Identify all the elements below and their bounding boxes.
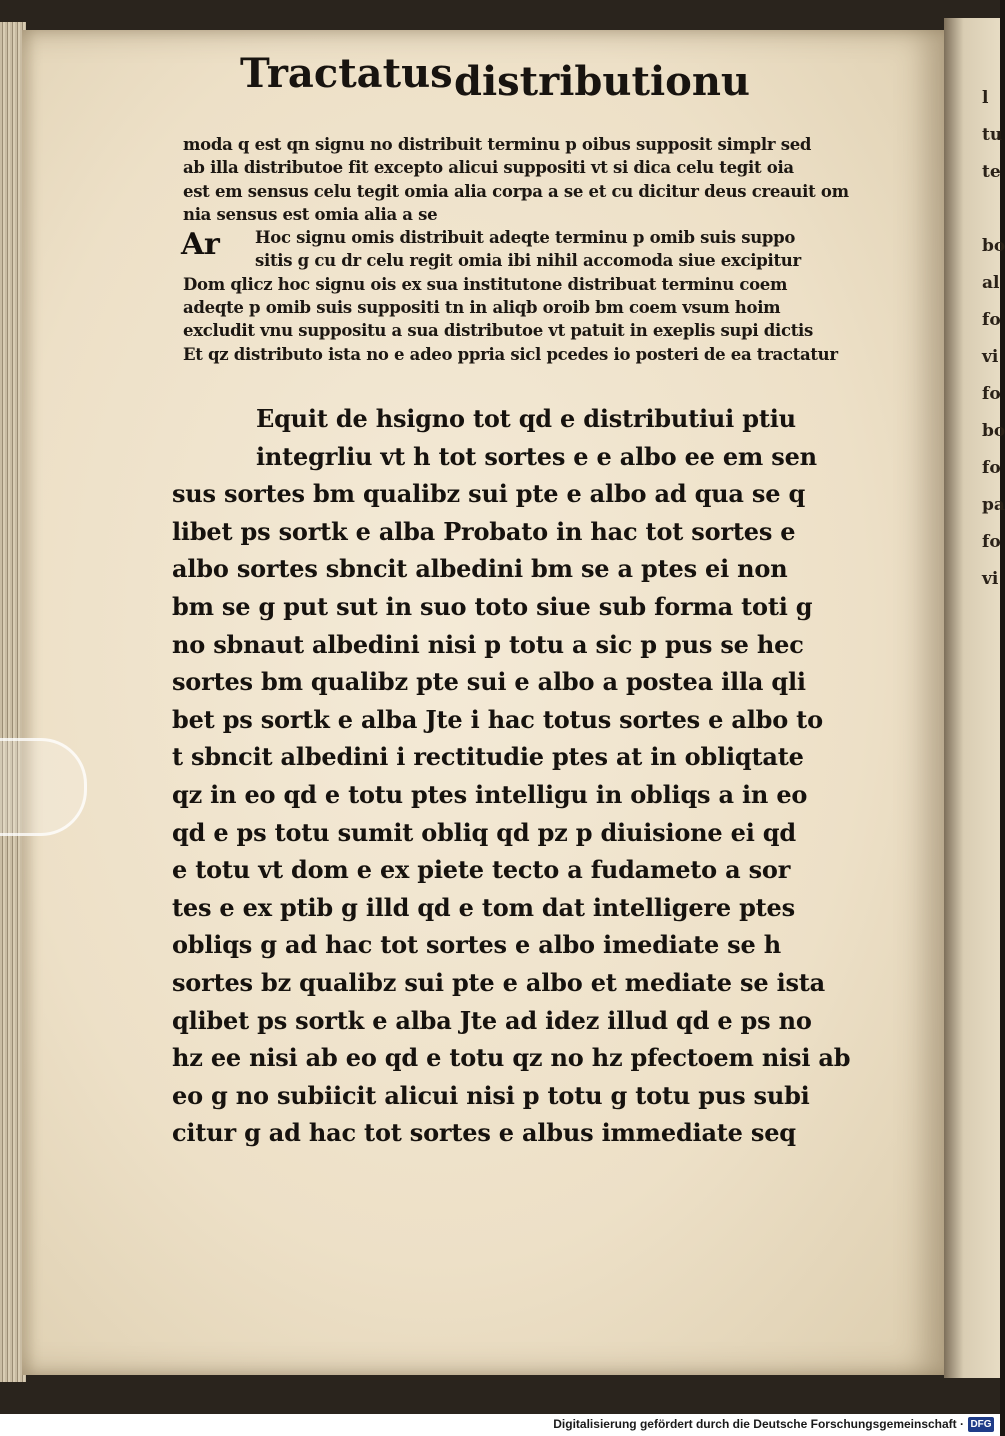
facing-page-glyph: bo	[982, 236, 1005, 256]
facing-page-glyph: vi	[982, 347, 999, 367]
text-line: qd e ps totu sumit obliq qd pz p diuisione ei qd	[172, 817, 796, 847]
text-line: obliqs g ad hac tot sortes e albo imediate se h	[172, 930, 781, 960]
facing-page-glyph: fo	[982, 458, 1001, 478]
text-line: no sbnaut albedini nisi p totu a sic p pus se hec	[172, 629, 804, 659]
header-right: distributionu	[454, 58, 750, 105]
text-line: sus sortes bm qualibz sui pte e albo ad qua se q	[172, 479, 806, 509]
page-clip	[0, 738, 87, 836]
footer-credit: Digitalisierung gefördert durch die Deutsche Forschungsgemeinschaft ·	[553, 1417, 964, 1431]
text-line: Equit de hsigno tot qd e distributiui ptiu	[256, 404, 796, 433]
facing-page-glyph: l	[982, 88, 989, 108]
facing-page-glyph: te	[982, 162, 1001, 182]
facing-page-text	[982, 80, 1005, 598]
ar-paragraph	[181, 226, 838, 366]
facing-page-glyph	[982, 191, 1000, 228]
text-line: hz ee nisi ab eo qd e totu qz no hz pfectoem nisi ab	[172, 1043, 851, 1073]
text-line: sortes bm qualibz pte sui e albo a postea illa qli	[172, 667, 806, 697]
facing-page-glyph: fo	[982, 384, 1001, 404]
text-line: nia sensus est omia alia a se	[183, 204, 438, 224]
text-line: tes e ex ptib g illd qd e tom dat intelligere ptes	[172, 892, 795, 922]
facing-page-glyph: pa	[982, 495, 1005, 515]
facing-page-glyph: bo	[982, 421, 1005, 441]
footer-bar	[0, 1414, 1000, 1436]
running-header	[240, 50, 750, 110]
text-line: albo sortes sbncit albedini bm se a ptes ei non	[172, 554, 788, 584]
ar-initial: Ar	[181, 227, 220, 263]
text-line: qlibet ps sortk e alba Jte ad idez illud qd e ps no	[172, 1005, 812, 1035]
facing-page-glyph: fo	[982, 532, 1001, 552]
header-left: Tractatus	[240, 50, 453, 97]
text-line: t sbncit albedini i rectitudie ptes at in obliqtate	[172, 742, 804, 772]
facing-page-glyph: tu	[982, 125, 1003, 145]
dfg-logo-icon[interactable]: DFG	[968, 1417, 994, 1432]
facing-page-glyph: fo	[982, 310, 1001, 330]
text-line: adeqte p omib suis suppositi tn in aliqb oroib bm coem vsum hoim	[183, 298, 781, 318]
text-line: excludit vnu suppositu a sua distributoe vt patuit in exeplis supi dictis	[183, 321, 814, 341]
facing-page-glyph: vi	[982, 569, 999, 589]
text-line: sortes bz qualibz sui pte e albo et mediate se ista	[172, 967, 826, 997]
text-line: moda q est qn signu no distribuit terminu p oibus supposit simplr sed	[183, 135, 812, 154]
text-line: libet ps sortk e alba Probato in hac tot sortes e	[172, 516, 796, 546]
text-line: eo g no subiicit alicui nisi p totu g totu pus subi	[172, 1080, 810, 1110]
main-text-block	[172, 400, 851, 1152]
text-line: bm se g put sut in suo toto siue sub forma toti g	[172, 591, 813, 621]
commentary-block	[181, 133, 849, 366]
text-line: integrliu vt h tot sortes e e albo ee em sen	[256, 441, 817, 471]
text-line: sitis g cu dr celu regit omia ibi nihil accomoda siue excipitur	[255, 251, 801, 271]
text-line: e totu vt dom e ex piete tecto a fudameto a sor	[172, 855, 791, 885]
text-line: Et qz distributo ista no e adeo ppria sicl pcedes io posteri de ea tractatur	[183, 344, 838, 364]
text-line: citur g ad hac tot sortes e albus immediate seq	[172, 1118, 796, 1148]
text-line: Hoc signu omis distribuit adeqte terminu p omib suis suppo	[255, 228, 796, 248]
text-line: bet ps sortk e alba Jte i hac totus sortes e albo to	[172, 704, 823, 734]
text-line: qz in eo qd e totu ptes intelligu in obliqs a in eo	[172, 779, 808, 809]
facing-page-glyph: al	[982, 273, 1000, 293]
text-line: Dom qlicz hoc signu ois ex sua institutone distribuat terminu coem	[183, 274, 788, 294]
text-line: ab illa distributoe fit excepto alicui suppositi vt si dica celu tegit oia	[183, 158, 794, 178]
text-line: est em sensus celu tegit omia alia corpa a se et cu dicitur deus creauit om	[183, 181, 849, 201]
